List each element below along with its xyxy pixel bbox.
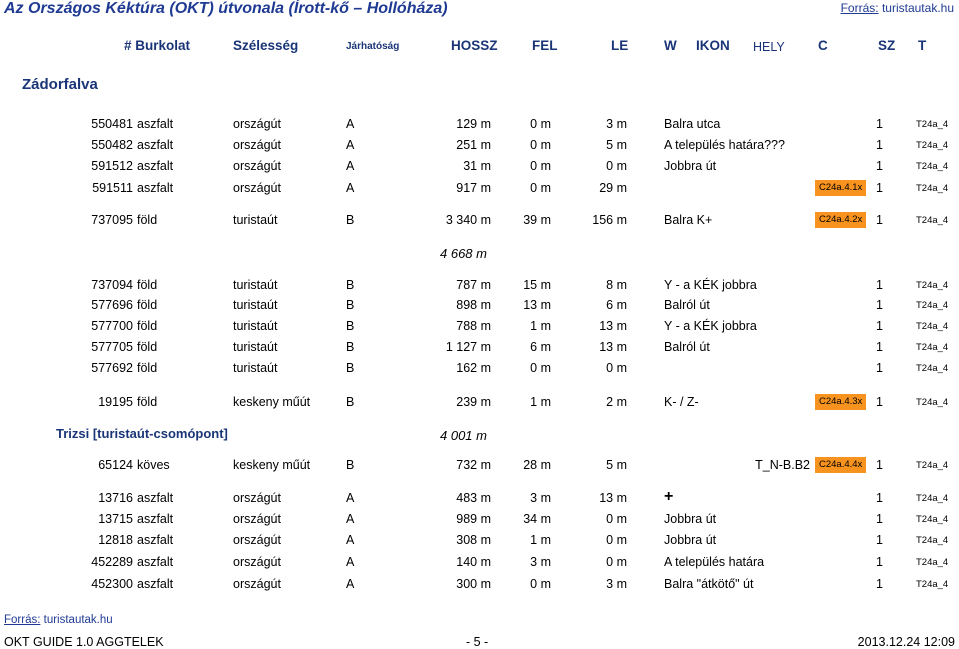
row-down: 0 m (606, 361, 627, 375)
row-c: 1 (876, 340, 883, 354)
row-width: országút (233, 491, 281, 505)
row-width: turistaút (233, 361, 278, 375)
row-c: 1 (876, 138, 883, 152)
row-id: 13715 (98, 512, 133, 526)
row-id: 591512 (91, 159, 133, 173)
row-access: B (346, 395, 355, 409)
row-id: 13716 (98, 491, 133, 505)
row-description: Balra "átkötő" út (664, 577, 754, 591)
row-id: 591511 (92, 181, 133, 195)
row-t-code: T24a_4 (916, 363, 949, 374)
row-t-code: T24a_4 (916, 557, 949, 568)
row-width: turistaút (233, 298, 278, 312)
header-up: FEL (532, 38, 558, 53)
row-up: 1 m (530, 319, 551, 333)
row-length: 917 m (456, 181, 491, 195)
row-width: országút (233, 117, 281, 131)
row-id: 19195 (98, 395, 133, 409)
row-surface: aszfalt (137, 533, 174, 547)
row-surface: föld (137, 361, 158, 375)
row-t-code: T24a_4 (916, 215, 949, 226)
row-up: 0 m (530, 159, 551, 173)
row-description: Jobbra út (664, 533, 717, 547)
row-description: Y - a KÉK jobbra (664, 319, 757, 333)
row-up: 28 m (523, 458, 551, 472)
row-surface: aszfalt (137, 512, 174, 526)
station-start: Zádorfalva (22, 76, 98, 93)
row-description: Y - a KÉK jobbra (664, 278, 757, 292)
header-place: HELY (753, 40, 785, 54)
row-access: A (346, 555, 355, 569)
row-width: turistaút (233, 278, 278, 292)
footer-page: - 5 - (466, 635, 489, 649)
row-t-code: T24a_4 (916, 280, 949, 291)
row-down: 0 m (606, 512, 627, 526)
header-c: C (818, 38, 828, 53)
row-width: turistaút (233, 213, 278, 227)
row-access: A (346, 533, 355, 547)
source-label: Forrás: (840, 1, 879, 15)
row-down: 13 m (599, 319, 627, 333)
row-down: 3 m (606, 577, 627, 591)
row-up: 0 m (530, 577, 551, 591)
row-access: A (346, 159, 355, 173)
row-id: 737095 (91, 213, 133, 227)
row-description: T_N-B.B2 (755, 458, 810, 472)
row-access: A (346, 117, 355, 131)
row-length: 787 m (456, 278, 491, 292)
row-down: 6 m (606, 298, 627, 312)
row-down: 5 m (606, 458, 627, 472)
row-c: 1 (876, 117, 883, 131)
row-width: országút (233, 533, 281, 547)
row-surface: köves (137, 458, 170, 472)
row-width: turistaút (233, 319, 278, 333)
row-description: A település határa (664, 555, 765, 569)
row-t-code: T24a_4 (916, 397, 949, 408)
row-surface: aszfalt (137, 138, 174, 152)
row-description: Balra utca (664, 117, 721, 131)
row-code-badge: C24a.4.1x (815, 180, 866, 196)
row-code-badge: C24a.4.4x (815, 457, 866, 473)
row-down: 5 m (606, 138, 627, 152)
row-length: 129 m (456, 117, 491, 131)
row-c: 1 (876, 577, 883, 591)
row-length: 239 m (456, 395, 491, 409)
row-width: országút (233, 181, 281, 195)
row-length: 788 m (456, 319, 491, 333)
row-surface: aszfalt (137, 555, 174, 569)
row-t-code: T24a_4 (916, 460, 949, 471)
row-up: 1 m (530, 395, 551, 409)
row-down: 2 m (606, 395, 627, 409)
row-surface: föld (137, 395, 158, 409)
row-id: 65124 (98, 458, 133, 472)
source-top (841, 1, 954, 15)
row-description: Balra K+ (664, 213, 713, 227)
row-length: 308 m (456, 533, 491, 547)
row-c: 1 (876, 491, 883, 505)
row-description: Balról út (664, 340, 710, 354)
row-description: + (664, 488, 674, 505)
subtotal-2: 4 001 m (440, 428, 487, 443)
row-t-code: T24a_4 (916, 535, 949, 546)
row-t-code: T24a_4 (916, 342, 949, 353)
row-width: országút (233, 555, 281, 569)
header-icon: IKON (696, 38, 730, 53)
row-down: 13 m (599, 491, 627, 505)
row-width: országút (233, 159, 281, 173)
row-down: 8 m (606, 278, 627, 292)
row-id: 577705 (91, 340, 133, 354)
row-t-code: T24a_4 (916, 161, 949, 172)
row-up: 0 m (530, 117, 551, 131)
row-t-code: T24a_4 (916, 514, 949, 525)
row-id: 452300 (91, 577, 133, 591)
row-surface: föld (137, 213, 158, 227)
row-width: országút (233, 512, 281, 526)
page-title: Az Országos Kéktúra (OKT) útvonala (Írott-kő – Hollóháza) (4, 0, 448, 17)
row-length: 140 m (456, 555, 491, 569)
row-description: Jobbra út (664, 159, 717, 173)
row-id: 452289 (91, 555, 133, 569)
row-surface: aszfalt (137, 577, 174, 591)
source-bottom (4, 614, 113, 626)
footer-left: OKT GUIDE 1.0 AGGTELEK (4, 635, 164, 649)
row-access: B (346, 278, 355, 292)
row-down: 3 m (606, 117, 627, 131)
row-c: 1 (876, 395, 883, 409)
row-c: 1 (876, 361, 883, 375)
row-up: 15 m (523, 278, 551, 292)
row-up: 0 m (530, 181, 551, 195)
row-access: A (346, 491, 355, 505)
row-code-badge: C24a.4.3x (815, 394, 866, 410)
row-down: 13 m (599, 340, 627, 354)
header-w: W (664, 38, 677, 53)
row-width: országút (233, 577, 281, 591)
row-access: B (346, 340, 355, 354)
source-label-bottom: Forrás: (4, 614, 41, 626)
row-c: 1 (876, 298, 883, 312)
row-surface: föld (137, 298, 158, 312)
row-id: 12818 (98, 533, 133, 547)
station-mid: Trizsi [turistaút-csomópont] (56, 426, 228, 441)
row-length: 3 340 m (445, 213, 491, 227)
row-c: 1 (876, 458, 883, 472)
row-up: 13 m (523, 298, 551, 312)
row-length: 1 127 m (445, 340, 491, 354)
row-c: 1 (876, 213, 883, 227)
row-id: 737094 (91, 278, 133, 292)
row-length: 300 m (456, 577, 491, 591)
header-width: Szélesség (233, 38, 299, 53)
row-access: B (346, 298, 355, 312)
row-t-code: T24a_4 (916, 493, 949, 504)
footer-date: 2013.12.24 12:09 (857, 635, 955, 649)
row-description: A település határa??? (664, 138, 785, 152)
row-c: 1 (876, 159, 883, 173)
row-surface: föld (137, 278, 158, 292)
row-t-code: T24a_4 (916, 321, 949, 332)
header-num-surface: # Burkolat (124, 38, 191, 53)
row-description: Balról út (664, 298, 710, 312)
row-t-code: T24a_4 (916, 140, 949, 151)
row-width: turistaút (233, 340, 278, 354)
row-up: 34 m (523, 512, 551, 526)
row-down: 0 m (606, 533, 627, 547)
row-access: B (346, 213, 355, 227)
row-t-code: T24a_4 (916, 119, 949, 130)
row-down: 0 m (606, 555, 627, 569)
row-id: 550481 (91, 117, 133, 131)
row-up: 3 m (530, 555, 551, 569)
row-surface: aszfalt (137, 159, 174, 173)
row-width: országút (233, 138, 281, 152)
row-access: A (346, 577, 355, 591)
source-value-bottom[interactable]: turistautak.hu (43, 614, 113, 626)
source-value[interactable]: turistautak.hu (881, 1, 954, 15)
row-id: 577696 (91, 298, 133, 312)
header-t: T (918, 38, 927, 53)
header-sz: SZ (878, 38, 896, 53)
row-width: keskeny műút (233, 458, 311, 472)
row-t-code: T24a_4 (916, 300, 949, 311)
row-up: 6 m (530, 340, 551, 354)
row-access: A (346, 138, 355, 152)
row-up: 0 m (530, 138, 551, 152)
row-access: B (346, 458, 355, 472)
subtotal-1: 4 668 m (440, 246, 487, 261)
row-id: 550482 (91, 138, 133, 152)
row-description: K- / Z- (664, 395, 699, 409)
row-access: A (346, 181, 355, 195)
row-length: 31 m (463, 159, 491, 173)
row-length: 162 m (456, 361, 491, 375)
row-c: 1 (876, 555, 883, 569)
row-up: 3 m (530, 491, 551, 505)
header-access: Járhatóság (346, 41, 400, 52)
row-id: 577692 (91, 361, 133, 375)
row-length: 898 m (456, 298, 491, 312)
row-access: B (346, 361, 355, 375)
row-code-badge: C24a.4.2x (815, 212, 866, 228)
row-access: A (346, 512, 355, 526)
row-down: 156 m (592, 213, 627, 227)
row-t-code: T24a_4 (916, 579, 949, 590)
row-surface: aszfalt (137, 181, 174, 195)
row-length: 483 m (456, 491, 491, 505)
row-surface: föld (137, 319, 158, 333)
row-length: 251 m (456, 138, 491, 152)
row-access: B (346, 319, 355, 333)
row-c: 1 (876, 319, 883, 333)
row-c: 1 (876, 533, 883, 547)
row-up: 1 m (530, 533, 551, 547)
row-up: 0 m (530, 361, 551, 375)
row-down: 0 m (606, 159, 627, 173)
row-c: 1 (876, 278, 883, 292)
row-width: keskeny műút (233, 395, 311, 409)
row-c: 1 (876, 512, 883, 526)
row-c: 1 (876, 181, 883, 195)
row-length: 732 m (456, 458, 491, 472)
row-length: 989 m (456, 512, 491, 526)
header-down: LE (611, 38, 629, 53)
row-down: 29 m (599, 181, 627, 195)
row-description: Jobbra út (664, 512, 717, 526)
row-surface: aszfalt (137, 117, 174, 131)
row-surface: aszfalt (137, 491, 174, 505)
row-up: 39 m (523, 213, 551, 227)
row-t-code: T24a_4 (916, 183, 949, 194)
header-length: HOSSZ (451, 38, 498, 53)
row-id: 577700 (91, 319, 133, 333)
row-surface: föld (137, 340, 158, 354)
